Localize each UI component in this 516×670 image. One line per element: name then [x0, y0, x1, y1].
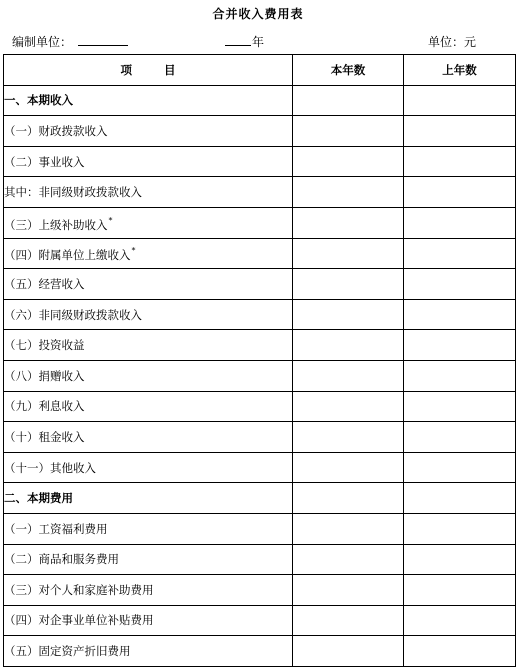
row-label: （十）租金收入	[4, 429, 85, 444]
table-row	[4, 238, 516, 269]
cell-current-year[interactable]	[293, 636, 404, 667]
cell-prior-year[interactable]	[404, 207, 516, 238]
row-label-cell	[4, 238, 293, 269]
row-label-cell	[4, 575, 293, 606]
table-row	[4, 299, 516, 330]
cell-current-year[interactable]	[293, 360, 404, 391]
row-label-cell	[4, 513, 293, 544]
cell-current-year[interactable]	[293, 605, 404, 636]
row-label-cell	[4, 483, 293, 514]
cell-prior-year[interactable]	[404, 483, 516, 514]
table-row	[4, 636, 516, 667]
row-label: （八）捐赠收入	[4, 368, 85, 383]
year-suffix: 年	[252, 35, 265, 49]
row-label: 其中：非同级财政拨款收入	[4, 185, 142, 200]
table-row	[4, 116, 516, 147]
cell-current-year[interactable]	[293, 146, 404, 177]
row-label: （六）非同级财政拨款收入	[4, 307, 142, 322]
row-label: （七）投资收益	[4, 338, 85, 353]
table-row	[4, 391, 516, 422]
cell-prior-year[interactable]	[404, 391, 516, 422]
report-title: 合并收入费用表	[212, 7, 304, 21]
cell-current-year[interactable]	[293, 422, 404, 453]
table-row	[4, 207, 516, 238]
row-label-cell	[4, 636, 293, 667]
table-row	[4, 330, 516, 361]
table-body	[4, 85, 516, 666]
cell-prior-year[interactable]	[404, 575, 516, 606]
cell-prior-year[interactable]	[404, 452, 516, 483]
row-label: （九）利息收入	[4, 399, 85, 414]
row-label: 二、本期费用	[4, 491, 73, 506]
row-label-cell	[4, 330, 293, 361]
row-label: （五）固定资产折旧费用	[4, 644, 131, 659]
row-label: （三）对个人和家庭补助费用	[4, 582, 154, 597]
cell-current-year[interactable]	[293, 177, 404, 208]
column-header-item: 项 目	[4, 55, 293, 86]
row-label: （一）财政拨款收入	[4, 123, 108, 138]
row-label-cell	[4, 360, 293, 391]
row-label-cell	[4, 544, 293, 575]
cell-current-year[interactable]	[293, 452, 404, 483]
row-label: （三）上级补助收入	[4, 217, 108, 232]
cell-prior-year[interactable]	[404, 116, 516, 147]
footnote-mark: *	[108, 215, 113, 225]
cell-current-year[interactable]	[293, 330, 404, 361]
row-label: （五）经营收入	[4, 276, 85, 291]
org-label: 编制单位：	[12, 35, 73, 49]
cell-current-year[interactable]	[293, 299, 404, 330]
table-row	[4, 360, 516, 391]
cell-prior-year[interactable]	[404, 544, 516, 575]
cell-current-year[interactable]	[293, 207, 404, 238]
row-label-cell	[4, 299, 293, 330]
cell-current-year[interactable]	[293, 575, 404, 606]
table-row	[4, 605, 516, 636]
table-row	[4, 422, 516, 453]
row-label-cell	[4, 85, 293, 116]
row-label: 一、本期收入	[4, 93, 73, 108]
cell-prior-year[interactable]	[404, 299, 516, 330]
cell-current-year[interactable]	[293, 513, 404, 544]
cell-prior-year[interactable]	[404, 636, 516, 667]
row-label: （四）对企事业单位补贴费用	[4, 613, 154, 628]
cell-prior-year[interactable]	[404, 177, 516, 208]
table-row	[4, 177, 516, 208]
row-label: （一）工资福利费用	[4, 521, 108, 536]
year-blank[interactable]	[225, 34, 251, 46]
table-row	[4, 513, 516, 544]
cell-prior-year[interactable]	[404, 146, 516, 177]
row-label-cell	[4, 269, 293, 300]
cell-prior-year[interactable]	[404, 360, 516, 391]
table-row	[4, 85, 516, 116]
header-row	[4, 55, 516, 86]
cell-prior-year[interactable]	[404, 238, 516, 269]
cell-prior-year[interactable]	[404, 269, 516, 300]
income-expense-table	[3, 54, 516, 667]
row-label-cell	[4, 116, 293, 147]
table-row	[4, 575, 516, 606]
row-label-cell	[4, 391, 293, 422]
cell-prior-year[interactable]	[404, 422, 516, 453]
table-row	[4, 269, 516, 300]
org-blank[interactable]	[78, 34, 128, 46]
row-label: （二）事业收入	[4, 154, 85, 169]
table-row	[4, 452, 516, 483]
year-field	[225, 33, 264, 50]
row-label-cell	[4, 146, 293, 177]
row-label-cell	[4, 452, 293, 483]
row-label-cell	[4, 422, 293, 453]
cell-prior-year[interactable]	[404, 85, 516, 116]
cell-current-year[interactable]	[293, 238, 404, 269]
org-field	[12, 33, 128, 50]
row-label: （四）附属单位上缴收入	[4, 248, 131, 263]
row-label: （二）商品和服务费用	[4, 552, 119, 567]
cell-current-year[interactable]	[293, 269, 404, 300]
cell-prior-year[interactable]	[404, 605, 516, 636]
cell-prior-year[interactable]	[404, 330, 516, 361]
column-header-prior-year: 上年数	[404, 55, 516, 86]
table-row	[4, 544, 516, 575]
cell-current-year[interactable]	[293, 116, 404, 147]
row-label-cell	[4, 177, 293, 208]
cell-current-year[interactable]	[293, 391, 404, 422]
table-row	[4, 146, 516, 177]
cell-current-year[interactable]	[293, 544, 404, 575]
cell-current-year[interactable]	[293, 85, 404, 116]
cell-current-year[interactable]	[293, 483, 404, 514]
table-row	[4, 483, 516, 514]
unit-label: 单位：元	[428, 35, 477, 49]
row-label-cell	[4, 207, 293, 238]
row-label: （十一）其他收入	[4, 460, 96, 475]
cell-prior-year[interactable]	[404, 513, 516, 544]
row-label-cell	[4, 605, 293, 636]
footnote-mark: *	[131, 246, 136, 256]
column-header-current-year: 本年数	[293, 55, 404, 86]
